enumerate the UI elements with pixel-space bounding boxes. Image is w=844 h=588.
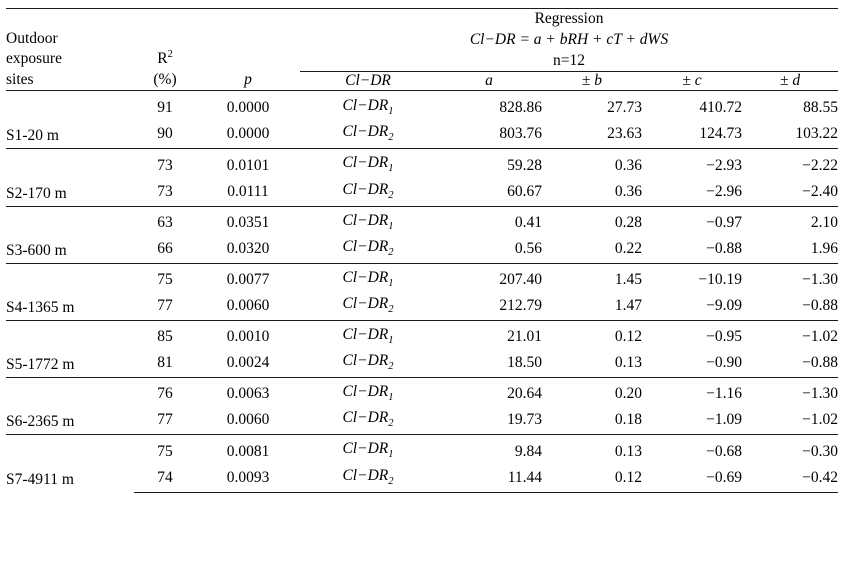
row-coeff-d: 1.96 [810,239,839,257]
row-coeff-c: −10.19 [642,263,742,292]
regression-table [6,8,838,493]
row-coeff-d: −0.42 [742,464,838,493]
row-site-label: S2-170 m [6,149,134,206]
row-r2: 75 [134,435,196,464]
header-coeff-b: ± b [542,72,642,91]
row-coeff-c: 410.72 [699,99,742,117]
header-regression-title: Regression [534,10,604,27]
row-coeff-d: 2.10 [742,206,838,235]
row-coeff-d: −2.22 [742,149,838,178]
row-coeff-a: 803.76 [499,125,542,143]
row-r2: 73 [157,182,173,200]
header-regression-block [300,9,838,72]
row-coeff-d: −1.30 [742,263,838,292]
header-cl-dr: Cl−DR [300,72,436,91]
header-row-title [6,9,838,72]
table-header [6,9,838,91]
row-p: 0.0081 [196,435,300,464]
table-row [6,206,838,235]
row-site-label: S7-4911 m [6,435,134,492]
row-p: 0.0101 [196,149,300,178]
row-coeff-b: 0.13 [614,354,642,372]
row-r2: 76 [134,378,196,407]
row-coeff-d: −1.30 [742,378,838,407]
table-group-s3 [6,206,838,263]
row-coeff-a: 19.73 [507,411,542,429]
row-coeff-a: 21.01 [436,321,542,350]
row-cl-dr: $Cl-DR_2$ [342,352,394,373]
row-r2: 91 [157,99,173,117]
header-outdoor-sites-line2: exposure [6,50,62,68]
row-cl-dr: $Cl-DR_2$ [342,294,394,316]
row-coeff-d: −2.40 [802,182,839,200]
row-coeff-c: −2.96 [706,182,742,200]
row-cl-dr: $Cl-DR_2$ [342,180,394,201]
row-coeff-a: 9.84 [436,435,542,464]
row-r2: 90 [157,125,173,143]
row-p: 0.0000 [226,99,270,117]
row-coeff-a: 0.56 [514,239,542,257]
row-coeff-c: −0.88 [706,239,742,257]
table-group-s4 [6,263,838,320]
row-cl-dr: $Cl-DR_1$ [300,206,436,235]
table-row [6,263,838,292]
row-coeff-d: 88.55 [803,99,839,117]
row-cl-dr: $Cl-DR_1$ [300,435,436,464]
header-coeff-a: a [436,72,542,91]
row-cl-dr: $Cl-DR_1$ [342,97,394,118]
row-coeff-d: 103.22 [795,125,839,143]
header-r2-label: $R^2$ [157,49,173,68]
header-r2-exponent: 2 [167,49,173,61]
table-group-s6 [6,378,838,435]
row-cl-dr: $Cl-DR_2$ [342,123,394,144]
header-coeff-c: ± c [642,72,742,91]
row-coeff-b: 0.22 [614,239,642,257]
row-cl-dr: $Cl-DR_1$ [300,263,436,292]
row-r2: 74 [134,464,196,493]
table-row [6,378,838,407]
table-group-s7 [6,435,838,492]
row-r2: 85 [134,321,196,350]
row-cl-dr: $Cl-DR_1$ [300,378,436,407]
row-coeff-a: 11.44 [436,464,542,493]
row-site-label: S4-1365 m [6,263,134,320]
header-regression-equation: Cl−DR = a + bRH + cT + dWS [469,30,669,48]
row-p: 0.0000 [226,125,270,143]
row-p: 0.0320 [226,239,270,257]
row-coeff-d: −0.88 [802,354,839,372]
row-r2: 63 [134,206,196,235]
row-coeff-a: 212.79 [499,297,542,315]
row-site-label: S1-20 m [6,127,59,145]
row-cl-dr: $Cl-DR_2$ [342,409,394,430]
row-coeff-d: −0.88 [802,297,839,315]
header-coeff-d: ± d [742,72,838,91]
row-coeff-c: −2.93 [642,149,742,178]
row-coeff-b: 0.18 [614,411,642,429]
row-coeff-b: 27.73 [607,99,642,117]
row-coeff-c: −0.68 [642,435,742,464]
header-r2 [134,9,196,91]
row-coeff-c: 124.73 [699,125,742,143]
row-coeff-b: 0.28 [542,206,642,235]
row-r2: 66 [157,239,173,257]
row-coeff-b: 0.36 [542,149,642,178]
row-p: 0.0351 [196,206,300,235]
row-coeff-c: −0.97 [642,206,742,235]
row-p: 0.0063 [196,378,300,407]
row-coeff-b: 0.13 [542,435,642,464]
row-coeff-b: 23.63 [607,125,642,143]
row-cl-dr: $Cl-DR_1$ [300,149,436,178]
row-coeff-c: −9.09 [706,297,742,315]
row-coeff-c: −0.69 [642,464,742,493]
row-coeff-c: −1.16 [642,378,742,407]
row-p: 0.0024 [226,354,270,372]
row-coeff-c: −0.90 [706,354,742,372]
row-coeff-a: 0.41 [436,206,542,235]
row-r2: 81 [157,354,173,372]
header-p-label: p [244,70,252,88]
row-p: 0.0060 [226,411,270,429]
row-site-label: S3-600 m [6,206,134,263]
row-coeff-d: −1.02 [742,321,838,350]
table-group-s1 [6,91,838,149]
row-coeff-c: −0.95 [642,321,742,350]
header-outdoor-sites-line3: sites [6,70,34,88]
row-p: 0.0077 [196,263,300,292]
row-p: 0.0060 [226,297,270,315]
table-row [6,149,838,178]
row-p: 0.0093 [196,464,300,493]
row-coeff-a: 59.28 [436,149,542,178]
row-r2: 73 [134,149,196,178]
header-outdoor-sites [6,9,134,91]
table-row [6,321,838,350]
header-outdoor-sites-line1: Outdoor [6,29,58,47]
row-coeff-b: 1.45 [542,263,642,292]
header-p [196,9,300,91]
row-coeff-b: 0.20 [542,378,642,407]
row-site-label: S6-2365 m [6,378,134,435]
table-group-s5 [6,321,838,378]
row-cl-dr: $Cl-DR_2$ [342,237,394,258]
row-coeff-b: 0.12 [542,464,642,493]
row-coeff-a: 207.40 [436,263,542,292]
row-site-label: S5-1772 m [6,321,134,378]
row-p: 0.0111 [227,182,269,200]
row-coeff-b: 0.12 [542,321,642,350]
row-p: 0.0010 [196,321,300,350]
row-coeff-a: 20.64 [436,378,542,407]
table-row [6,91,838,121]
table-row [6,435,838,464]
row-coeff-c: −1.09 [706,411,742,429]
row-r2: 77 [157,297,173,315]
row-cl-dr: $Cl-DR_1$ [300,321,436,350]
row-coeff-b: 0.36 [614,182,642,200]
row-r2: 75 [134,263,196,292]
row-cl-dr: $Cl-DR_2$ [300,464,436,493]
header-regression-n: n=12 [553,51,586,69]
table-group-s2 [6,149,838,206]
row-coeff-a: 828.86 [499,99,542,117]
header-r2-unit: (%) [153,70,177,88]
row-r2: 77 [157,411,173,429]
row-coeff-a: 60.67 [507,182,542,200]
row-coeff-d: −1.02 [802,411,839,429]
row-coeff-b: 1.47 [614,297,642,315]
row-coeff-a: 18.50 [507,354,542,372]
row-coeff-d: −0.30 [742,435,838,464]
